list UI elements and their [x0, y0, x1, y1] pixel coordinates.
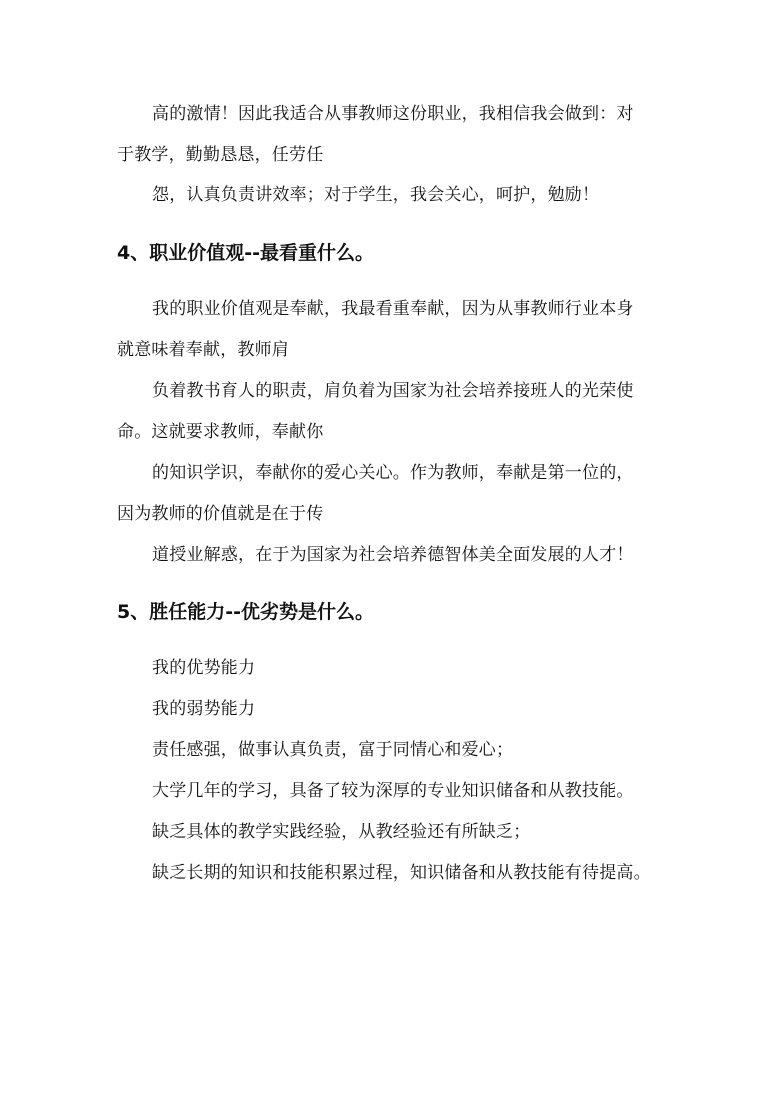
paragraph-line: 怨，认真负责讲效率；对于学生，我会关心，呵护，勉励！ [152, 185, 600, 205]
list-item: 缺乏具体的教学实践经验，从教经验还有所缺乏； [152, 822, 531, 842]
weakness-label: 我的弱势能力 [152, 699, 256, 719]
list-item: 责任感强，做事认真负责，富于同情心和爱心； [152, 740, 514, 760]
section-heading-4: 4、职业价值观--最看重什么。 [117, 242, 374, 264]
paragraph-line: 负着教书育人的职责，肩负着为国家为社会培养接班人的光荣使 [152, 381, 634, 401]
paragraph-line: 于教学，勤勤恳恳，任劳任 [117, 145, 324, 165]
list-item: 缺乏长期的知识和技能积累过程，知识储备和从教技能有待提高。 [152, 863, 651, 883]
paragraph-line: 就意味着奉献，教师肩 [117, 340, 289, 360]
paragraph-line: 因为教师的价值就是在于传 [117, 504, 324, 524]
list-item: 大学几年的学习，具备了较为深厚的专业知识储备和从教技能。 [152, 781, 634, 801]
strength-label: 我的优势能力 [152, 658, 256, 678]
paragraph-line: 我的职业价值观是奉献，我最看重奉献，因为从事教师行业本身 [152, 299, 634, 319]
paragraph-line: 高的激情！因此我适合从事教师这份职业，我相信我会做到：对 [152, 104, 634, 124]
paragraph-line: 道授业解惑，在于为国家为社会培养德智体美全面发展的人才！ [152, 545, 634, 565]
section-heading-5: 5、胜任能力--优劣势是什么。 [117, 601, 374, 623]
paragraph-line: 的知识学识，奉献你的爱心关心。作为教师，奉献是第一位的， [152, 463, 634, 483]
paragraph-line: 命。这就要求教师，奉献你 [117, 422, 324, 442]
